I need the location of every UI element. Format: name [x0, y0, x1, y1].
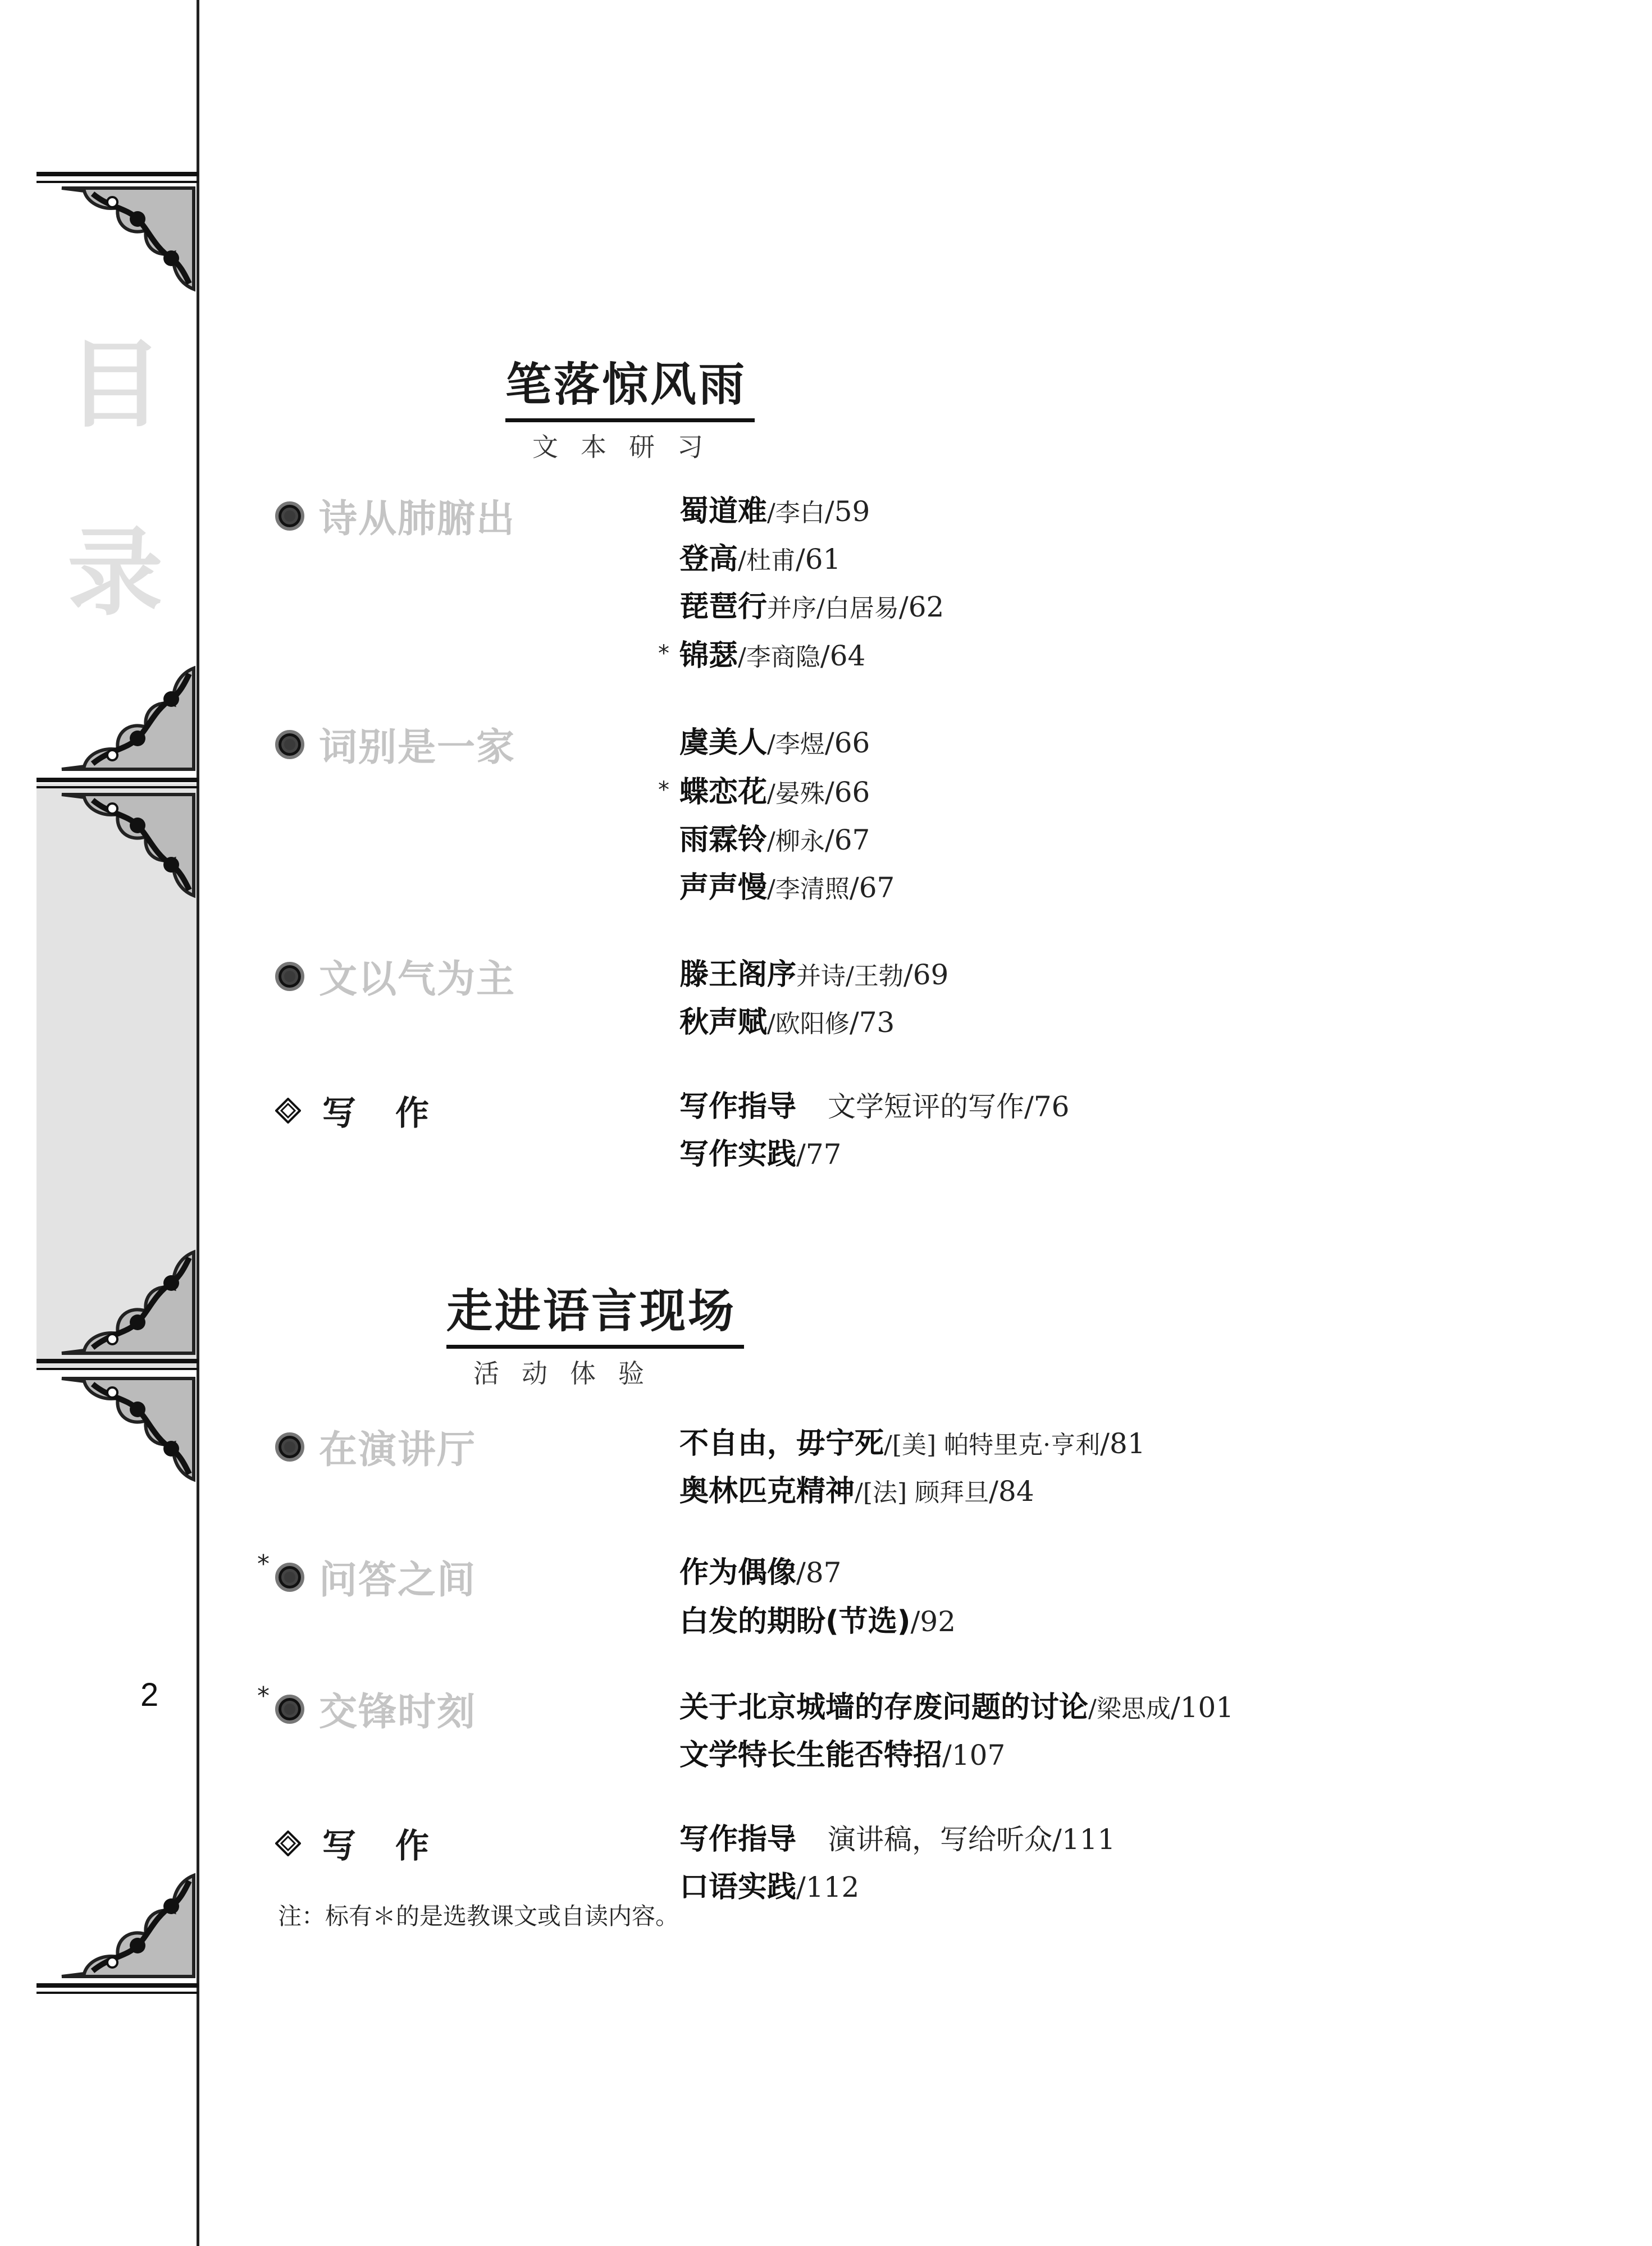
entry-author: /[美] 帕特里克·亨利 [884, 1431, 1101, 1459]
entry-page: /111 [1052, 1823, 1116, 1856]
entry-title: 锦瑟 [679, 639, 738, 673]
entry-page: /59 [824, 495, 870, 528]
entry-title: 写作指导 [679, 1090, 797, 1124]
section-label: 在演讲厅 [319, 1427, 477, 1472]
toc-entry[interactable] [679, 1870, 859, 1905]
section-label-char: 作 [395, 1827, 429, 1866]
toc-entry[interactable] [679, 870, 895, 907]
toc-entry[interactable] [679, 1604, 956, 1639]
spine-bar [36, 1368, 198, 1370]
diamond-bullet-icon [275, 1830, 301, 1856]
entry-small-note: 并序 [767, 594, 817, 623]
entry-page: /61 [795, 543, 841, 576]
entry-page: /101 [1170, 1691, 1234, 1724]
optional-star: * [658, 777, 669, 803]
section-heading [275, 1419, 476, 1474]
entry-author: /[法] 顾拜旦 [855, 1478, 989, 1507]
section-heading [275, 1550, 476, 1604]
entry-page: /92 [910, 1605, 956, 1638]
toc-entry[interactable] [658, 638, 866, 675]
unit-subtitle: 文本研习 [532, 432, 725, 462]
toc-entry[interactable] [679, 1555, 841, 1590]
entry-page: /84 [989, 1475, 1034, 1508]
optional-star: * [658, 641, 669, 667]
entry-title: 写作实践 [679, 1138, 797, 1171]
entry-title: 蝶恋花 [679, 775, 768, 809]
entry-title: 奥林匹克精神 [679, 1474, 855, 1508]
toc-entry[interactable] [679, 1137, 841, 1172]
entry-author: /欧阳修 [767, 1010, 850, 1038]
entry-author: /李白 [767, 499, 825, 527]
entry-title: 登高 [679, 542, 738, 576]
entry-title: 口语实践 [679, 1870, 797, 1904]
diamond-bullet-icon [275, 1098, 301, 1124]
section-label-char: 写 [322, 1827, 356, 1866]
entry-title: 白发的期盼(节选) [679, 1605, 911, 1638]
entry-page: /62 [898, 591, 944, 623]
entry-page: /107 [942, 1739, 1006, 1772]
section-label: 交锋时刻 [319, 1690, 477, 1734]
entry-title: 写作指导 [679, 1823, 797, 1856]
corner-ornament-icon [59, 665, 197, 772]
section-heading [275, 717, 515, 772]
section-heading [275, 1682, 476, 1736]
entry-page: /112 [796, 1871, 860, 1903]
entry-author: /白居易 [816, 594, 899, 623]
footnote: 注：标有＊的是选教课文或自读内容。 [278, 1902, 679, 1930]
entry-author: /李煜 [767, 730, 825, 759]
toc-entry[interactable] [679, 1005, 895, 1042]
section-label [322, 1087, 429, 1135]
section-label: 词别是一家 [319, 725, 516, 770]
spine-bar [36, 1992, 198, 1994]
entry-page: /64 [820, 640, 866, 672]
toc-entry[interactable] [679, 590, 944, 626]
spine-bar [36, 181, 198, 183]
entry-page: /67 [849, 871, 895, 904]
section-heading [275, 949, 515, 1003]
section-label: 问答之间 [319, 1558, 477, 1603]
toc-entry[interactable] [679, 1474, 1034, 1510]
circle-bullet-icon [275, 501, 304, 531]
entry-title: 作为偶像 [679, 1556, 797, 1590]
entry-subtitle: 演讲稿，写给听众 [828, 1823, 1053, 1856]
section-label [322, 1819, 429, 1868]
entry-title: 文学特长生能否特招 [679, 1738, 943, 1772]
corner-ornament-icon [59, 185, 197, 292]
optional-star: * [257, 1682, 270, 1710]
optional-star: * [257, 1550, 270, 1578]
toc-entry[interactable] [658, 775, 870, 811]
entry-page: /67 [824, 824, 870, 856]
entry-page: /87 [796, 1556, 842, 1589]
unit-subtitle: 活动体验 [473, 1358, 667, 1389]
entry-author: /杜甫 [738, 546, 796, 575]
spine-bar [36, 172, 198, 176]
spine-bar [36, 1359, 198, 1363]
entry-title: 雨霖铃 [679, 823, 768, 857]
section-heading [275, 489, 515, 543]
circle-bullet-icon [275, 1563, 304, 1592]
toc-entry[interactable] [679, 542, 841, 578]
entry-author: /梁思成 [1088, 1695, 1171, 1723]
entry-page: /66 [824, 776, 870, 809]
section-label-char: 作 [395, 1094, 429, 1133]
entry-page: /77 [796, 1138, 842, 1171]
toc-entry[interactable] [679, 1089, 1069, 1124]
spine-bar [36, 1983, 198, 1988]
corner-ornament-icon [59, 1249, 197, 1356]
entry-author: /李商隐 [738, 643, 820, 672]
spine-bar [36, 786, 198, 788]
corner-ornament-icon [59, 1376, 197, 1482]
section-heading [275, 1087, 429, 1135]
entry-title: 声声慢 [679, 871, 768, 905]
toc-entry[interactable] [679, 957, 948, 994]
entry-title: 琵琶行 [679, 590, 768, 624]
entry-title: 不自由，毋宁死 [679, 1427, 884, 1460]
entry-page: /81 [1100, 1427, 1146, 1460]
entry-title: 关于北京城墙的存废问题的讨论 [679, 1691, 1089, 1724]
entry-page: /69 [903, 958, 949, 991]
entry-author: /柳永 [767, 827, 825, 856]
entry-title: 秋声赋 [679, 1006, 768, 1039]
toc-entry[interactable] [679, 823, 870, 859]
side-title-char: 录 [67, 517, 163, 629]
unit-heading [505, 357, 755, 464]
unit-title: 笔落惊风雨 [505, 357, 755, 422]
corner-ornament-icon [59, 1873, 197, 1979]
entry-author: /李清照 [767, 875, 850, 903]
entry-subtitle: 文学短评的写作 [828, 1090, 1025, 1123]
entry-title: 蜀道难 [679, 495, 768, 528]
spine-bar [36, 778, 198, 782]
section-heading [275, 1819, 429, 1868]
entry-author: /晏殊 [767, 779, 825, 808]
page-number: 2 [140, 1677, 159, 1713]
entry-author: /王勃 [846, 962, 903, 990]
section-label: 诗从肺腑出 [319, 496, 516, 541]
entry-small-note: 并诗 [796, 962, 846, 990]
spine-vertical-line [197, 0, 199, 2246]
circle-bullet-icon [275, 962, 304, 991]
section-label: 文以气为主 [319, 957, 516, 1002]
toc-entry[interactable] [679, 725, 870, 762]
toc-entry[interactable] [679, 1426, 1146, 1463]
circle-bullet-icon [275, 1432, 304, 1462]
entry-title: 滕王阁序 [679, 958, 797, 992]
entry-page: /73 [849, 1006, 895, 1039]
side-title-char: 目 [67, 328, 163, 441]
toc-entry[interactable] [679, 1822, 1115, 1857]
entry-page: /76 [1024, 1090, 1070, 1123]
corner-ornament-icon [59, 792, 197, 898]
toc-entry[interactable] [679, 1690, 1234, 1727]
unit-heading [446, 1283, 744, 1390]
toc-entry[interactable] [679, 1738, 1005, 1773]
toc-entry[interactable] [679, 494, 870, 531]
circle-bullet-icon [275, 730, 304, 759]
circle-bullet-icon [275, 1695, 304, 1724]
entry-page: /66 [824, 727, 870, 759]
unit-title: 走进语言现场 [446, 1283, 744, 1349]
entry-title: 虞美人 [679, 726, 768, 760]
section-label-char: 写 [322, 1094, 356, 1133]
